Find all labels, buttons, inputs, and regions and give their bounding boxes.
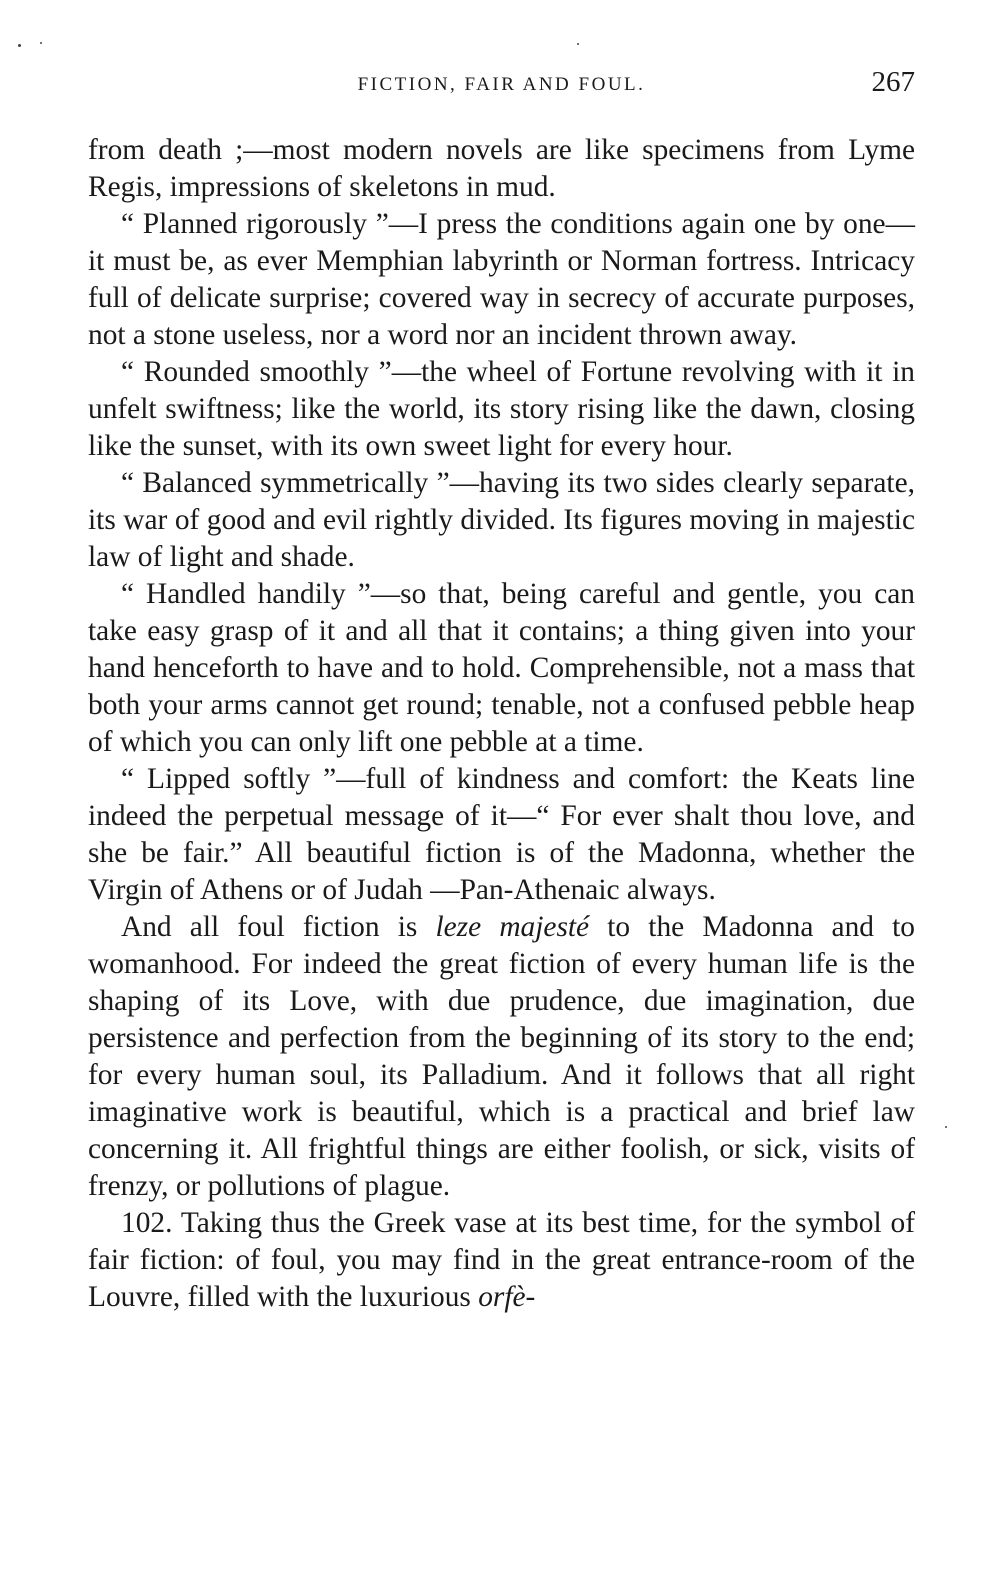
text-run: “ Rounded smoothly ”—the wheel of Fortune revolving with it in unfelt swiftness; like the world, its story rising like the dawn, closing like the sunset, with its own sweet light for every hour.	[88, 356, 915, 462]
text-run: from death ;—most modern novels are like specimens from Lyme Regis, impressions of skeletons in mud.	[88, 134, 915, 203]
text-run: “ Balanced symmetrically ”—having its two sides clearly separate, its war of good and evil rightly divided. Its figures moving in majestic law of light and shade.	[88, 467, 915, 573]
italic-text: orfè-	[478, 1281, 536, 1313]
body-text	[88, 132, 915, 1316]
text-run: “ Lipped softly ”—full of kindness and comfort: the Keats line indeed the perpetual message of it—“ For ever shalt thou love, and she be fair.” All beautiful fiction is of the Madonna, whether the Virgin of Athens or of Judah —Pan-Athenaic always.	[88, 763, 915, 906]
page-header	[88, 66, 915, 106]
text-run: 102. Taking thus the Greek vase at its best time, for the symbol of fair fiction: of foul, you may find in the great entrance-room of the Louvre, filled with the luxurious	[88, 1207, 915, 1313]
scan-speck	[945, 1126, 947, 1128]
scan-speck	[40, 42, 42, 44]
scan-speck	[577, 43, 579, 45]
page-number: 267	[871, 66, 915, 98]
paragraph	[88, 576, 915, 761]
paragraph	[88, 761, 915, 909]
paragraph	[88, 1205, 915, 1316]
text-run: “ Handled handily ”—so that, being careful and gentle, you can take easy grasp of it and all that it contains; a thing given into your hand henceforth to have and to hold. Comprehensible, not a mass that both your arms cannot get round; tenable, not a confused pebble heap of which you can only lift one pebble at a time.	[88, 578, 915, 758]
text-run: “ Planned rigorously ”—I press the conditions again one by one—it must be, as ever Memphian labyrinth or Norman fortress. Intricacy full of delicate surprise; covered way in secrecy of accurate purposes, not a stone useless, nor a word nor an incident thrown away.	[88, 208, 915, 351]
paragraph	[88, 206, 915, 354]
text-run: to the Madonna and to womanhood. For indeed the great fiction of every human life is the shaping of its Love, with due prudence, due imagination, due persistence and perfection from the beginning of its story to the end; for every human soul, its Palladium. And it follows that all right imaginative work is beautiful, which is a practical and brief law concerning it. All frightful things are either foolish, or sick, visits of frenzy, or pollutions of plague.	[88, 911, 915, 1202]
running-title: FICTION, FAIR AND FOUL.	[357, 74, 646, 95]
paragraph	[88, 132, 915, 206]
text-run: And all foul fiction is	[121, 911, 436, 943]
scan-speck	[18, 44, 21, 47]
paragraph	[88, 465, 915, 576]
paragraph	[88, 909, 915, 1205]
italic-text: leze majesté	[435, 911, 590, 943]
paragraph	[88, 354, 915, 465]
